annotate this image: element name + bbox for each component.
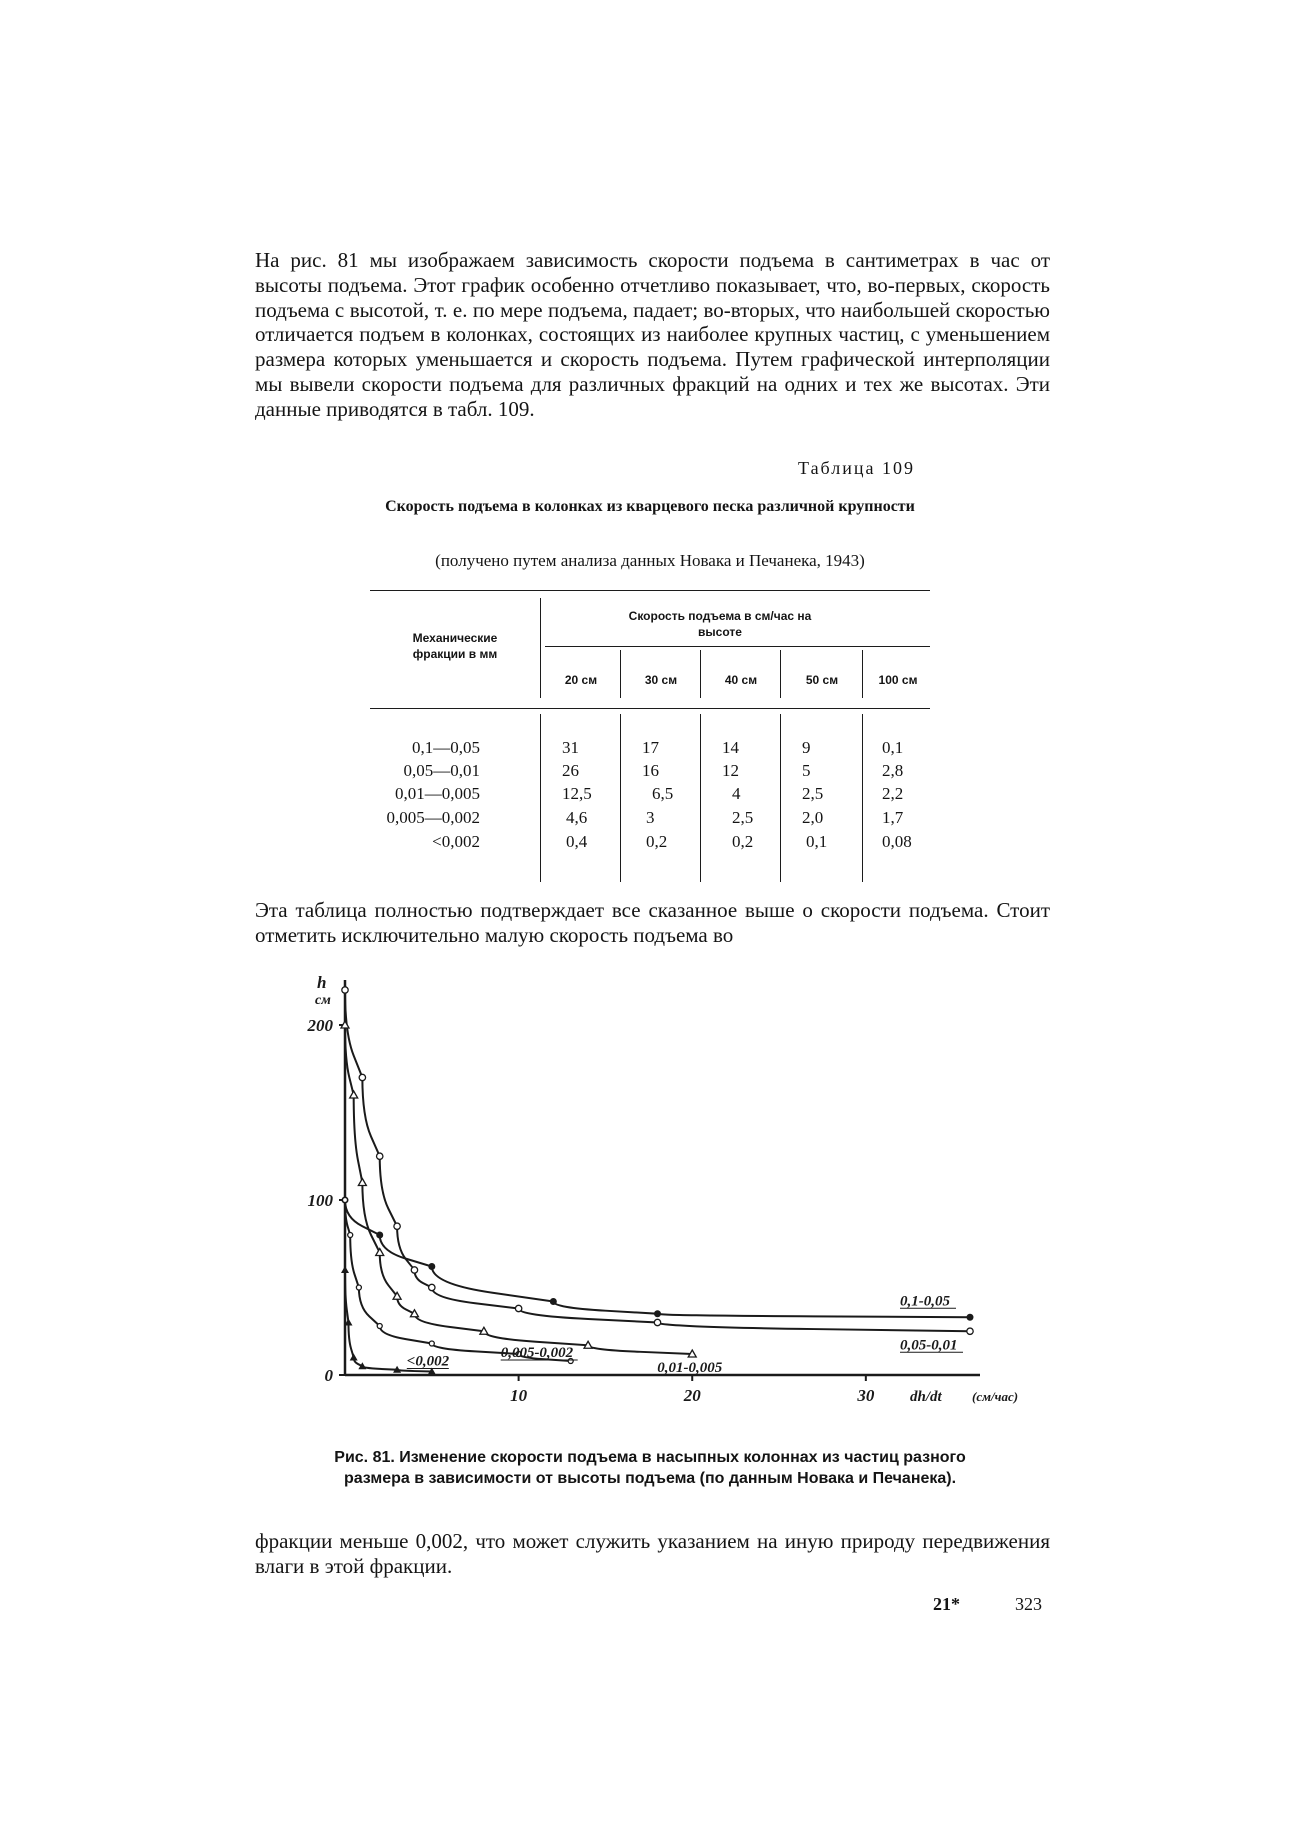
fraction-cell: <0,002 [432,832,480,851]
data-point [515,1305,521,1311]
value-cell: 2,2 [882,784,904,803]
data-point [343,1198,348,1203]
data-point [428,1263,435,1270]
value-cell: 2,5 [732,808,754,827]
x-tick-label: 20 [683,1386,701,1405]
value-cell: 2,0 [802,808,824,827]
data-point [429,1341,434,1346]
table-number-label: Таблица 109 [798,458,915,478]
table-top-rule [370,590,930,591]
height-header: 100 см [878,673,918,687]
value-cell: 9 [802,738,811,757]
table-vrule [862,714,863,882]
series-line [345,1200,970,1317]
data-point [411,1267,417,1273]
data-point [377,1324,382,1329]
data-point [394,1223,400,1229]
series-label: <0,002 [406,1353,450,1370]
data-point [429,1284,435,1290]
series-line [345,990,970,1331]
value-cell: 0,4 [566,832,588,851]
value-cell: 0,2 [732,832,754,851]
value-cell: 12,5 [562,784,592,803]
figure-81-chart [290,970,1019,1440]
y-tick-label: 200 [307,1016,333,1035]
figure-caption: Рис. 81. Изменение скорости подъема в насыпных колоннах из частиц разного размера в зависимости от высоты подъема (по данным Новака и Печанека). [334,1449,966,1487]
value-cell: 1,7 [882,808,904,827]
series-line [345,1200,571,1361]
series-label: 0,1-0,05 [900,1293,950,1310]
value-cell: 12 [722,761,739,780]
signature-mark: 21* [933,1594,960,1614]
page-number: 323 [1015,1594,1042,1614]
height-header: 50 см [805,673,839,687]
value-cell: 2,8 [882,761,904,780]
data-point [376,1232,383,1239]
value-cell: 26 [562,761,579,780]
series-label: 0,005-0,002 [500,1345,574,1361]
x-tick-label: 10 [510,1386,528,1405]
value-cell: 14 [722,738,739,757]
value-cell: 0,2 [646,832,668,851]
table-vrule [780,714,781,882]
data-point [350,1091,358,1098]
data-point [377,1153,383,1159]
height-header: 30 см [644,673,678,687]
table-group-rule [545,646,930,647]
data-point [342,987,348,993]
data-point [376,1249,384,1256]
value-cell: 31 [562,738,579,757]
table-vrule [780,650,781,698]
intro-paragraph: На рис. 81 мы изображаем зависимость скорости подъема в сантиметрах в час от высоты подъема. Этот график особенно отчетливо показывает, что, во-первых, скорость подъема с высотой, т. е. по мере подъема, падает; во-вторых, что наибольшей скоростью отличается подъем в колонках, состоящих из наиболее крупных частиц, с уменьшением размера которых уменьшается и скорость подъема. Путем графической интерполяции мы вывели скорости подъема для различных фракций на одних и тех же высотах. Эти данные приводятся в табл. 109. [255,248,1050,421]
data-point [348,1233,353,1238]
x-axis-unit: (см/час) [972,1389,1019,1404]
table-vrule [620,650,621,698]
value-cell: 5 [802,761,811,780]
y-tick-label: 0 [324,1366,333,1385]
data-point [358,1179,366,1186]
series-label: 0,05-0,01 [900,1337,958,1354]
value-cell: 4,6 [566,808,588,827]
fraction-cell: 0,01—0,005 [395,784,480,803]
value-cell: 17 [642,738,659,757]
data-point [550,1298,557,1305]
table-title: Скорость подъема в колонках из кварцевого песка различной крупности [385,498,915,515]
fraction-cell: 0,1—0,05 [412,738,480,757]
value-cell: 4 [732,784,741,803]
table-vrule [540,598,541,698]
closing-paragraph: фракции меньше 0,002, что может служить указанием на иную природу передвижения влаги в этой фракции. [255,1529,1050,1578]
table-vrule [620,714,621,882]
x-axis-label: dh/dt [910,1389,942,1405]
fraction-cell: 0,05—0,01 [403,761,480,780]
value-cell: 0,08 [882,832,912,851]
data-point [654,1319,660,1325]
table-vrule [700,650,701,698]
y-axis-unit: см [315,993,331,1008]
table-header-rule [370,708,930,709]
x-tick-label: 30 [857,1386,875,1405]
table-vrule [700,714,701,882]
value-cell: 0,1 [806,832,828,851]
data-point [654,1310,661,1317]
y-axis-label: h [317,973,327,992]
value-cell: 16 [642,761,659,780]
table-vrule [540,714,541,882]
data-point [356,1285,361,1290]
y-tick-label: 100 [307,1191,333,1210]
height-header: 20 см [564,673,598,687]
data-point [341,1266,349,1273]
chart-series [341,987,974,1375]
table-subtitle: (получено путем анализа данных Новака и Печанека, 1943) [435,551,865,570]
series-label: 0,01-0,005 [657,1360,723,1376]
table-vrule [862,650,863,698]
col-fraction-header: Механические фракции в мм [412,631,498,661]
data-point [967,1328,973,1334]
data-point [350,1354,358,1361]
fraction-cell: 0,005—0,002 [386,808,480,827]
value-cell: 0,1 [882,738,904,757]
value-cell: 6,5 [652,784,674,803]
data-point [359,1074,365,1080]
value-cell: 3 [646,808,655,827]
value-cell: 2,5 [802,784,824,803]
middle-paragraph: Эта таблица полностью подтверждает все сказанное выше о скорости подъема. Стоит отметить исключительно малую скорость подъема во [255,898,1050,947]
data-point [967,1314,974,1321]
col-group-header: Скорость подъема в см/час на высоте [628,609,812,639]
height-header: 40 см [724,673,758,687]
